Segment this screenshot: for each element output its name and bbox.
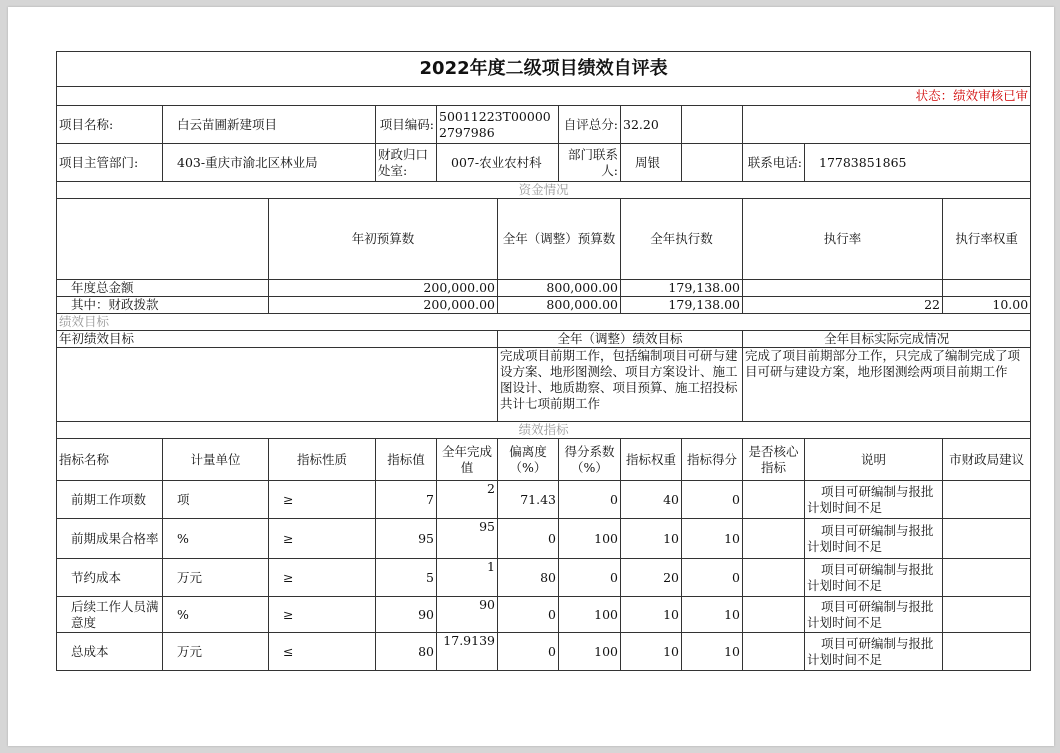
indicator-header-note: 说明 — [805, 439, 943, 481]
indicator-done: 17.9139 — [437, 633, 498, 671]
blank-cell — [682, 106, 743, 144]
funds-adjusted-value: 800,000.00 — [498, 297, 621, 314]
indicator-coefficient: 0 — [559, 481, 621, 519]
document-page — [8, 7, 1054, 746]
actual-goal-label: 全年目标实际完成情况 — [743, 331, 1031, 348]
indicator-deviation: 71.43 — [498, 481, 559, 519]
indicator-core — [743, 519, 805, 559]
initial-goal-label: 年初绩效目标 — [57, 331, 498, 348]
indicator-coefficient: 0 — [559, 559, 621, 597]
indicator-note: 项目可研编制与报批计划时间不足 — [805, 481, 943, 519]
status-text: 状态：绩效审核已审 — [57, 87, 1031, 106]
funds-header-budget: 年初预算数 — [269, 199, 498, 280]
funds-header-executed: 全年执行数 — [621, 199, 743, 280]
indicator-advice — [943, 597, 1031, 633]
indicator-value: 95 — [376, 519, 437, 559]
indicator-core — [743, 597, 805, 633]
indicator-header-core: 是否核心指标 — [743, 439, 805, 481]
indicator-score: 10 — [682, 519, 743, 559]
indicator-name: 后续工作人员满意度 — [57, 597, 163, 633]
indicator-value: 5 — [376, 559, 437, 597]
funds-rate-value: 22 — [743, 297, 943, 314]
table-row — [57, 481, 1031, 519]
indicator-unit: % — [163, 519, 269, 559]
actual-goal-text: 完成了项目前期部分工作，只完成了编制完成了项目可研与建设方案，地形图测绘两项目前期工作 — [743, 348, 1031, 422]
indicator-note: 项目可研编制与报批计划时间不足 — [805, 633, 943, 671]
indicator-core — [743, 481, 805, 519]
funds-weight-value: 10.00 — [943, 297, 1031, 314]
funds-budget-value: 200,000.00 — [269, 280, 498, 297]
blank-cell — [57, 199, 269, 280]
phone-label: 联系电话: — [743, 144, 805, 182]
funds-row-label: 年度总金额 — [57, 280, 269, 297]
indicator-done: 1 — [437, 559, 498, 597]
indicator-unit: 万元 — [163, 633, 269, 671]
indicator-name: 前期工作项数 — [57, 481, 163, 519]
indicator-name: 节约成本 — [57, 559, 163, 597]
indicator-done: 2 — [437, 481, 498, 519]
indicator-weight: 10 — [621, 633, 682, 671]
indicator-rows — [57, 481, 1031, 671]
indicator-name: 总成本 — [57, 633, 163, 671]
self-score-label: 自评总分: — [559, 106, 621, 144]
evaluation-table — [56, 51, 1031, 671]
indicators-section-title: 绩效指标 — [57, 422, 1031, 439]
indicator-value: 80 — [376, 633, 437, 671]
indicator-nature: ≥ — [269, 519, 376, 559]
indicator-advice — [943, 519, 1031, 559]
funds-header-rate: 执行率 — [743, 199, 943, 280]
dept-value: 403-重庆市渝北区林业局 — [163, 144, 376, 182]
indicator-coefficient: 100 — [559, 519, 621, 559]
indicator-done: 90 — [437, 597, 498, 633]
indicator-advice — [943, 559, 1031, 597]
indicator-note: 项目可研编制与报批计划时间不足 — [805, 559, 943, 597]
indicator-note: 项目可研编制与报批计划时间不足 — [805, 597, 943, 633]
funds-header-weight: 执行率权重 — [943, 199, 1031, 280]
funds-rate-value — [743, 280, 943, 297]
indicator-header-advice: 市财政局建议 — [943, 439, 1031, 481]
indicator-core — [743, 633, 805, 671]
blank-cell — [682, 144, 743, 182]
indicator-nature: ≥ — [269, 559, 376, 597]
indicator-header-value: 指标值 — [376, 439, 437, 481]
indicator-nature: ≥ — [269, 597, 376, 633]
indicator-core — [743, 559, 805, 597]
contact-value: 周银 — [621, 144, 682, 182]
funds-adjusted-value: 800,000.00 — [498, 280, 621, 297]
phone-value: 17783851865 — [805, 144, 1031, 182]
indicator-weight: 20 — [621, 559, 682, 597]
indicator-weight: 10 — [621, 519, 682, 559]
funds-row-label: 其中：财政拨款 — [57, 297, 269, 314]
funds-section-title: 资金情况 — [57, 182, 1031, 199]
indicator-header-weight: 指标权重 — [621, 439, 682, 481]
self-score-value: 32.20 — [621, 106, 682, 144]
indicator-header-nature: 指标性质 — [269, 439, 376, 481]
indicator-note: 项目可研编制与报批计划时间不足 — [805, 519, 943, 559]
annual-goal-text: 完成项目前期工作，包括编制项目可研与建设方案、地形图测绘、项目方案设计、施工图设计、地质勘察、项目预算、施工招投标共计七项前期工作 — [498, 348, 743, 422]
indicator-unit: % — [163, 597, 269, 633]
indicator-header-unit: 计量单位 — [163, 439, 269, 481]
project-code-label: 项目编码: — [376, 106, 437, 144]
indicator-nature: ≤ — [269, 633, 376, 671]
indicator-unit: 万元 — [163, 559, 269, 597]
table-row — [57, 597, 1031, 633]
blank-cell — [743, 106, 1031, 144]
table-row — [57, 559, 1031, 597]
funds-weight-value — [943, 280, 1031, 297]
indicator-done: 95 — [437, 519, 498, 559]
project-name-value: 白云苗圃新建项目 — [163, 106, 376, 144]
indicator-nature: ≥ — [269, 481, 376, 519]
page-title: 2022年度二级项目绩效自评表 — [57, 52, 1031, 87]
indicator-deviation: 0 — [498, 519, 559, 559]
funds-budget-value: 200,000.00 — [269, 297, 498, 314]
indicator-deviation: 80 — [498, 559, 559, 597]
funds-executed-value: 179,138.00 — [621, 297, 743, 314]
indicator-name: 前期成果合格率 — [57, 519, 163, 559]
indicator-header-coefficient: 得分系数（%） — [559, 439, 621, 481]
funds-executed-value: 179,138.00 — [621, 280, 743, 297]
finance-label: 财政归口处室: — [376, 144, 437, 182]
indicator-score: 0 — [682, 559, 743, 597]
indicator-value: 90 — [376, 597, 437, 633]
initial-goal-text — [57, 348, 498, 422]
indicator-weight: 10 — [621, 597, 682, 633]
table-row — [57, 519, 1031, 559]
indicator-deviation: 0 — [498, 597, 559, 633]
indicator-header-done: 全年完成值 — [437, 439, 498, 481]
goals-section-title: 绩效目标 — [57, 314, 1031, 331]
indicator-header-name: 指标名称 — [57, 439, 163, 481]
indicator-advice — [943, 481, 1031, 519]
project-code-value: 50011223T000002797986 — [437, 106, 559, 144]
contact-label: 部门联系人: — [559, 144, 621, 182]
indicator-score: 10 — [682, 597, 743, 633]
funds-header-adjusted: 全年（调整）预算数 — [498, 199, 621, 280]
table-row — [57, 633, 1031, 671]
indicator-weight: 40 — [621, 481, 682, 519]
finance-value: 007-农业农村科 — [437, 144, 559, 182]
indicator-header-deviation: 偏离度（%） — [498, 439, 559, 481]
indicator-coefficient: 100 — [559, 597, 621, 633]
indicator-score: 0 — [682, 481, 743, 519]
indicator-value: 7 — [376, 481, 437, 519]
indicator-unit: 项 — [163, 481, 269, 519]
indicator-score: 10 — [682, 633, 743, 671]
project-name-label: 项目名称: — [57, 106, 163, 144]
indicator-coefficient: 100 — [559, 633, 621, 671]
indicator-header-score: 指标得分 — [682, 439, 743, 481]
indicator-advice — [943, 633, 1031, 671]
dept-label: 项目主管部门: — [57, 144, 163, 182]
annual-goal-label: 全年（调整）绩效目标 — [498, 331, 743, 348]
indicator-deviation: 0 — [498, 633, 559, 671]
